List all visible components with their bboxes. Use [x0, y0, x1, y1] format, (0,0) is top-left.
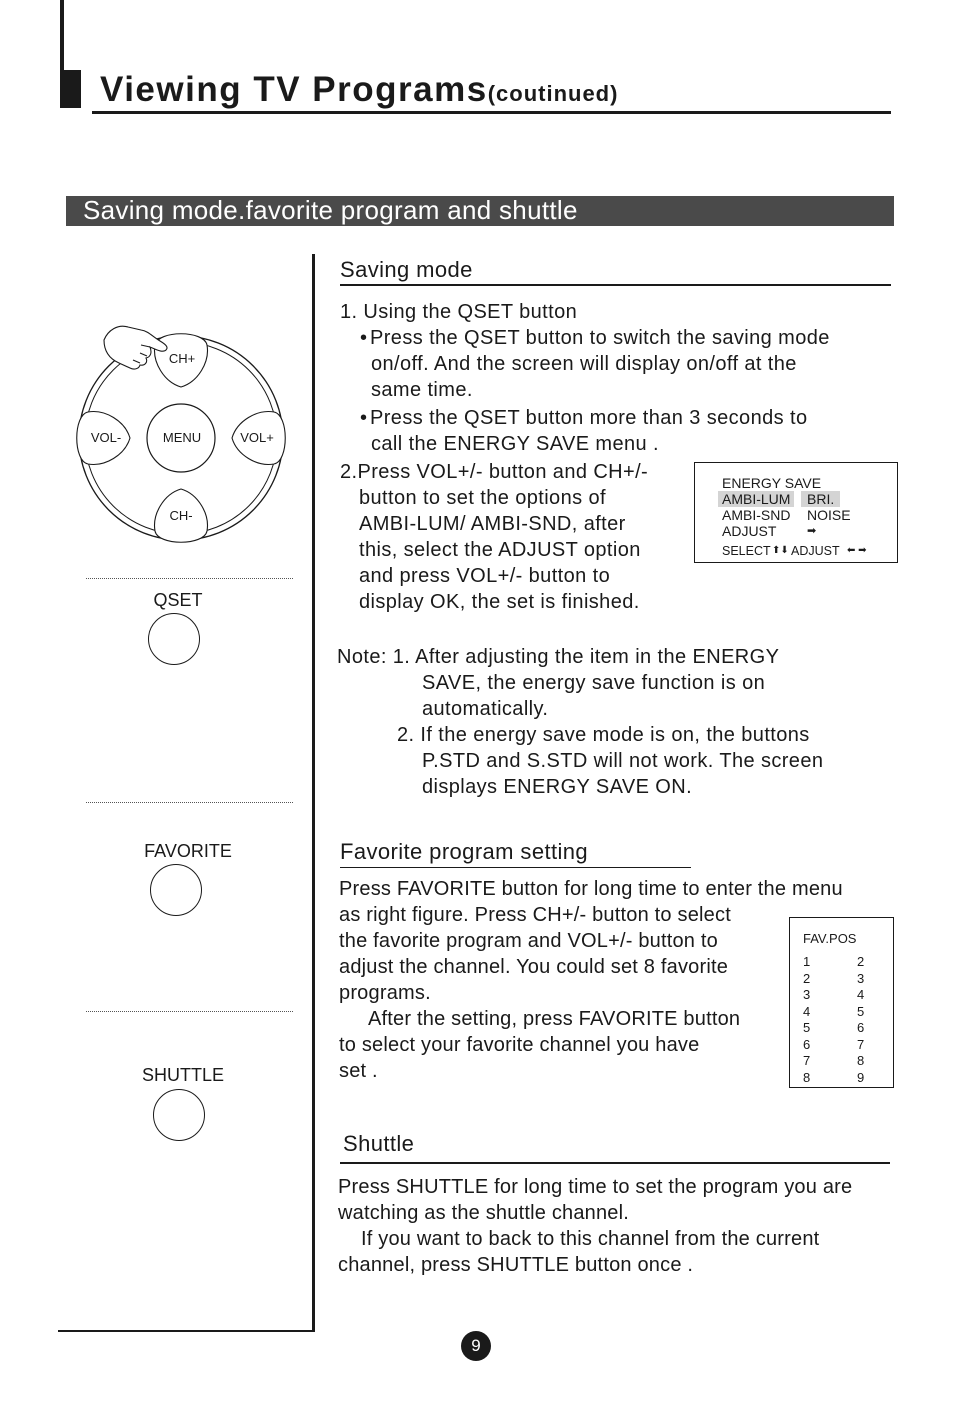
fav-channel-number: 6	[857, 1020, 865, 1035]
shuttle-button[interactable]	[153, 1089, 205, 1141]
fav-pos-number: 8	[803, 1069, 811, 1085]
favorite-rule	[340, 867, 691, 868]
page-title-main: Viewing TV Programs	[100, 70, 488, 109]
note-line: displays ENERGY SAVE ON.	[422, 776, 693, 798]
column-divider	[312, 254, 315, 1332]
fav-pos-number: 4	[803, 1003, 811, 1019]
fav-menu-row	[803, 1037, 864, 1054]
page-title	[100, 70, 618, 110]
energy-menu-ambi-snd: AMBI-SND	[722, 507, 791, 523]
saving-line	[360, 405, 807, 431]
page-number: 9	[461, 1331, 491, 1361]
bullet-icon: •	[360, 327, 368, 349]
saving-line: 2.Press VOL+/- button and CH+/-	[340, 461, 649, 483]
energy-menu-select: SELECT	[722, 544, 771, 558]
note-line: Note: 1. After adjusting the item in the ENERGY	[337, 646, 780, 668]
divider	[86, 802, 293, 803]
saving-line: 1. Using the QSET button	[340, 301, 578, 323]
fav-pos-number: 7	[803, 1053, 811, 1068]
fav-channel-number: 3	[857, 970, 865, 986]
note-line: 2. If the energy save mode is on, the buttons	[397, 724, 810, 746]
saving-line: same time.	[371, 379, 473, 401]
favorite-button[interactable]	[150, 864, 202, 916]
ch-plus-label: CH+	[168, 351, 196, 366]
fav-pos-number: 2	[803, 970, 811, 986]
fav-channel-number: 5	[857, 1003, 865, 1019]
shuttle-line: channel, press SHUTTLE button once .	[338, 1254, 694, 1276]
fav-menu-row	[803, 1053, 864, 1070]
saving-line	[360, 325, 830, 351]
saving-line: call the ENERGY SAVE menu .	[371, 433, 659, 455]
saving-mode-heading: Saving mode	[340, 257, 473, 282]
shuttle-line: Press SHUTTLE for long time to set the program you are	[338, 1176, 853, 1198]
energy-menu-noise: NOISE	[807, 507, 851, 523]
favorite-line: as right figure. Press CH+/- button to select	[339, 904, 731, 926]
shuttle-heading: Shuttle	[343, 1131, 415, 1156]
arrow-up-down-icon: ⬆⬇	[772, 545, 789, 556]
fav-menu-title: FAV.POS	[803, 931, 857, 946]
favorite-line: After the setting, press FAVORITE button	[368, 1008, 741, 1030]
fav-pos-number: 1	[803, 954, 811, 969]
bullet-icon: •	[360, 407, 368, 429]
saving-line: button to set the options of	[359, 487, 606, 509]
saving-mode-rule	[340, 284, 891, 286]
ch-minus-label: CH-	[169, 508, 193, 523]
favorite-line: adjust the channel. You could set 8 favorite	[339, 956, 729, 978]
vol-minus-label: VOL-	[90, 430, 122, 445]
fav-channel-number: 8	[857, 1053, 865, 1068]
favorite-label: FAVORITE	[144, 841, 232, 861]
fav-menu-row	[803, 987, 864, 1004]
fav-pos-menu	[789, 917, 894, 1088]
menu-label: MENU	[162, 430, 202, 445]
fav-channel-number: 2	[857, 954, 865, 969]
fav-menu-row	[803, 1070, 864, 1087]
vol-plus-label: VOL+	[240, 430, 274, 445]
favorite-heading: Favorite program setting	[340, 839, 589, 864]
qset-label: QSET	[153, 590, 203, 610]
saving-line-text: Press the QSET button more than 3 seconds to	[370, 407, 808, 429]
page-title-sub: (coutinued)	[487, 81, 619, 106]
saving-line: display OK, the set is finished.	[359, 591, 640, 613]
divider	[86, 1011, 293, 1012]
fav-menu-row	[803, 971, 864, 988]
note-line: automatically.	[422, 698, 549, 720]
saving-line: and press VOL+/- button to	[359, 565, 611, 587]
energy-menu-adjust-footer: ADJUST	[791, 544, 840, 558]
divider	[86, 578, 293, 579]
fav-pos-number: 3	[803, 987, 811, 1002]
header-rule	[92, 111, 891, 114]
favorite-line: programs.	[339, 982, 431, 1004]
energy-save-menu	[694, 462, 898, 563]
saving-line: this, select the ADJUST option	[359, 539, 641, 561]
header-block	[60, 70, 81, 108]
qset-button[interactable]	[148, 613, 200, 665]
fav-pos-number: 5	[803, 1020, 811, 1035]
section-banner-text: Saving mode.favorite program and shuttle	[83, 195, 578, 225]
fav-menu-rows	[803, 954, 864, 1086]
energy-menu-bri: BRI.	[801, 491, 840, 507]
favorite-line: Press FAVORITE button for long time to enter the menu	[339, 878, 843, 900]
energy-menu-adjust: ADJUST	[722, 523, 777, 539]
section-banner	[66, 196, 894, 226]
shuttle-line: If you want to back to this channel from the current	[361, 1228, 820, 1250]
fav-menu-row	[803, 954, 864, 971]
energy-menu-ambi-lum: AMBI-LUM	[718, 491, 794, 507]
note-line: P.STD and S.STD will not work. The screen	[422, 750, 824, 772]
saving-line: AMBI-LUM/ AMBI-SND, after	[359, 513, 626, 535]
favorite-line: set .	[339, 1060, 378, 1082]
shuttle-rule	[340, 1162, 890, 1164]
bottom-rule	[58, 1330, 315, 1332]
fav-channel-number: 4	[857, 987, 865, 1002]
arrow-left-right-icon: ⬅ ➡	[847, 545, 867, 556]
favorite-line: to select your favorite channel you have	[339, 1034, 700, 1056]
note-line: SAVE, the energy save function is on	[422, 672, 766, 694]
energy-menu-title: ENERGY SAVE	[722, 475, 822, 491]
arrow-right-icon: ➡	[807, 525, 817, 537]
saving-line-text: Press the QSET button to switch the saving mode	[370, 327, 830, 349]
fav-menu-row	[803, 1004, 864, 1021]
saving-line: on/off. And the screen will display on/off at the	[371, 353, 797, 375]
shuttle-line: watching as the shuttle channel.	[338, 1202, 630, 1224]
fav-channel-number: 9	[857, 1069, 865, 1085]
favorite-line: the favorite program and VOL+/- button to	[339, 930, 718, 952]
fav-pos-number: 6	[803, 1036, 811, 1052]
fav-menu-row	[803, 1020, 864, 1037]
fav-channel-number: 7	[857, 1036, 865, 1052]
shuttle-label: SHUTTLE	[141, 1065, 224, 1085]
